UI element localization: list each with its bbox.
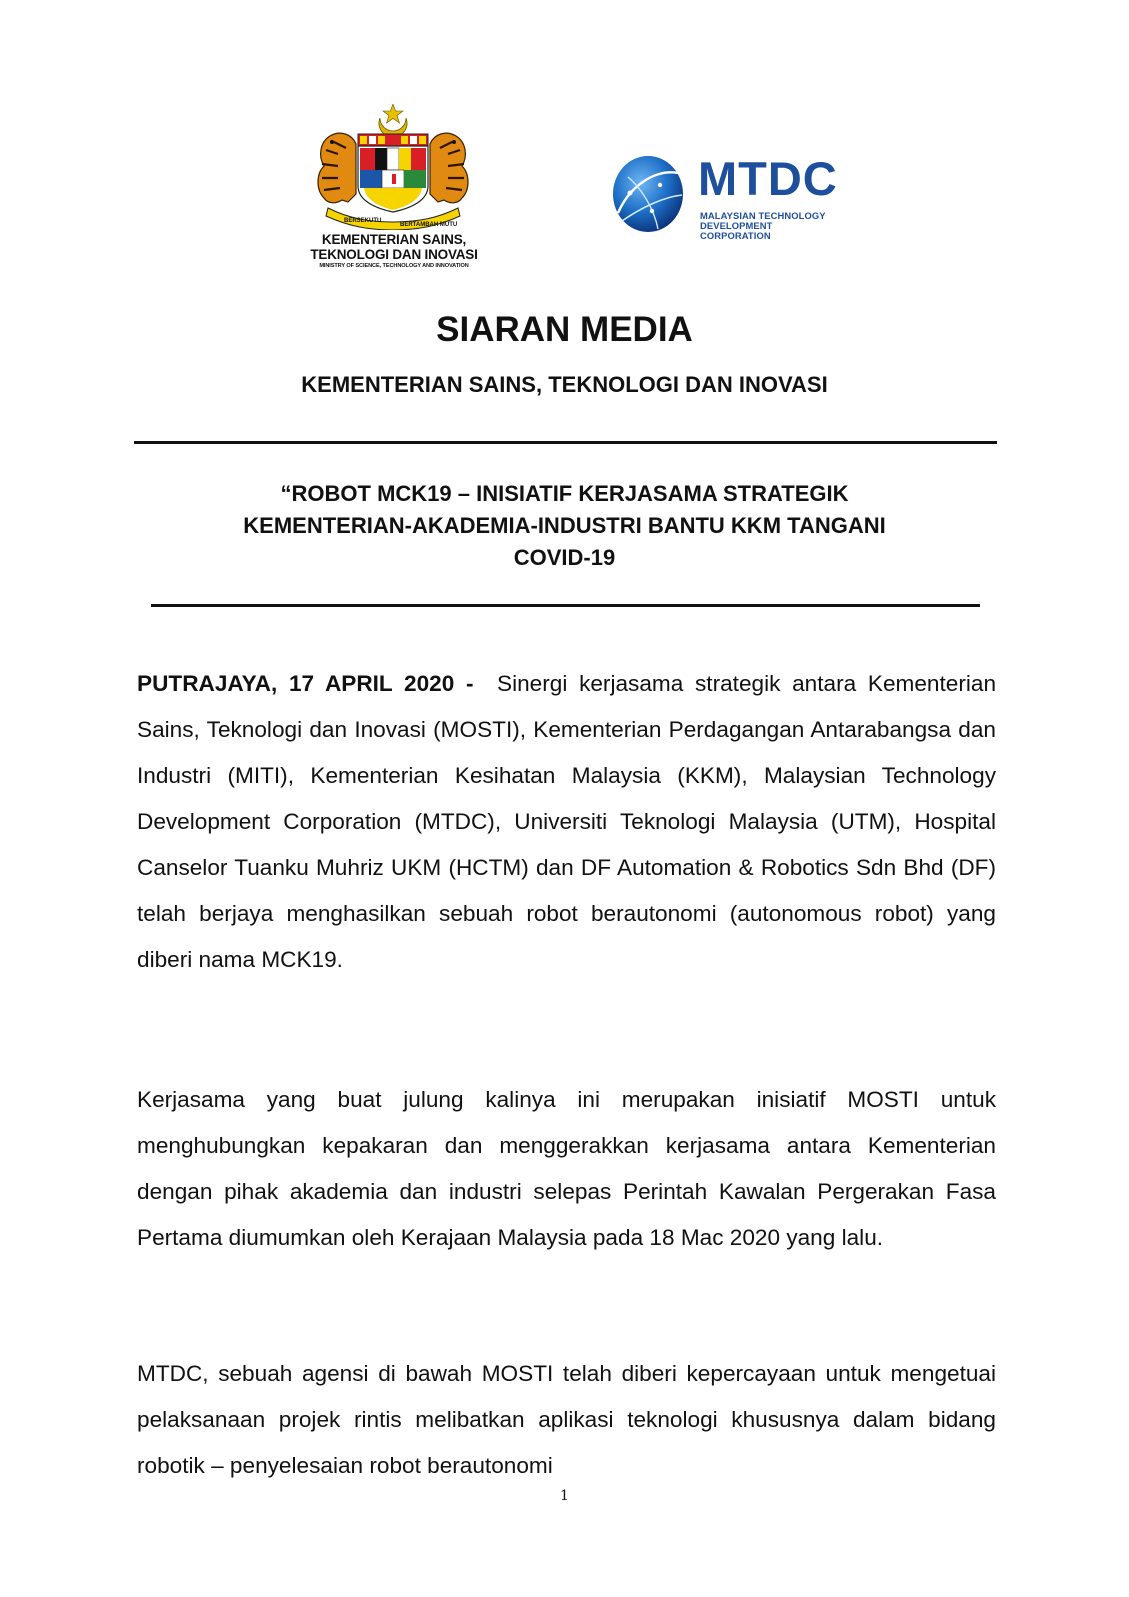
mosti-logo-line1: KEMENTERIAN SAINS, (321, 232, 467, 247)
mtdc-logo-name: MTDC (698, 152, 838, 205)
malaysia-coat-of-arms-icon (308, 104, 478, 230)
mosti-logo-line2: TEKNOLOGI DAN INOVASI (310, 247, 478, 262)
body-paragraph-3: MTDC, sebuah agensi di bawah MOSTI telah diberi kepercayaan untuk mengetuai pelaksanaan projek rintis melibatkan aplikasi teknologi khususnya dalam bidang robotik – penyelesaian robot berautonomi (137, 1361, 996, 1478)
headline-divider (151, 604, 980, 607)
ministry-name: KEMENTERIAN SAINS, TEKNOLOGI DAN INOVASI (301, 372, 828, 397)
body-paragraph-2: Kerjasama yang buat julung kalinya ini merupakan inisiatif MOSTI untuk menghubungkan kepakaran dan menggerakkan kerjasama antara Kementerian dengan pihak akademia dan industri selepas Perintah Kawalan Pergerakan Fasa Pertama diumumkan oleh Kerajaan Malaysia pada 18 Mac 2020 yang lalu. (137, 1087, 996, 1250)
mtdc-globe-icon (612, 155, 684, 233)
mosti-logo (296, 104, 492, 280)
crest-motto-left: BERSEKUTU (344, 218, 382, 224)
mtdc-logo (612, 152, 842, 241)
mosti-logo-text (296, 232, 492, 270)
mtdc-logo-subtitle (700, 211, 842, 241)
mtdc-subtitle-line1: MALAYSIAN TECHNOLOGY (700, 210, 826, 221)
headline-line1: “ROBOT MCK19 – INISIATIF KERJASAMA STRATEGIK (280, 481, 849, 506)
body-paragraph-1 (137, 661, 996, 983)
dateline: PUTRAJAYA, 17 APRIL 2020 - (137, 671, 474, 696)
mosti-logo-line3: MINISTRY OF SCIENCE, TECHNOLOGY AND INNOVATION (319, 263, 469, 269)
mtdc-subtitle-line2: DEVELOPMENT CORPORATION (700, 220, 773, 241)
header-divider (134, 441, 997, 444)
document-title: SIARAN MEDIA (436, 310, 693, 349)
headline-line2: KEMENTERIAN-AKADEMIA-INDUSTRI BANTU KKM TANGANI (243, 513, 886, 538)
paragraph-1-text: Sinergi kerjasama strategik antara Kementerian Sains, Teknologi dan Inovasi (MOSTI), Kementerian Perdagangan Antarabangsa dan Industri (MITI), Kementerian Kesihatan Malaysia (KKM), Malaysian Technology Development Corporation (MTDC), Universiti Teknologi Malaysia (UTM), Hospital Canselor Tuanku Muhriz UKM (HCTM) dan DF Automation & Robotics Sdn Bhd (DF) telah berjaya menghasilkan sebuah robot berautonomi (autonomous robot) yang diberi nama MCK19. (137, 671, 997, 972)
headline-line3: COVID-19 (513, 545, 616, 570)
crest-motto-right: BERTAMBAH MUTU (400, 222, 458, 228)
page-number: 1 (560, 1488, 569, 1504)
press-release-headline (150, 478, 979, 574)
